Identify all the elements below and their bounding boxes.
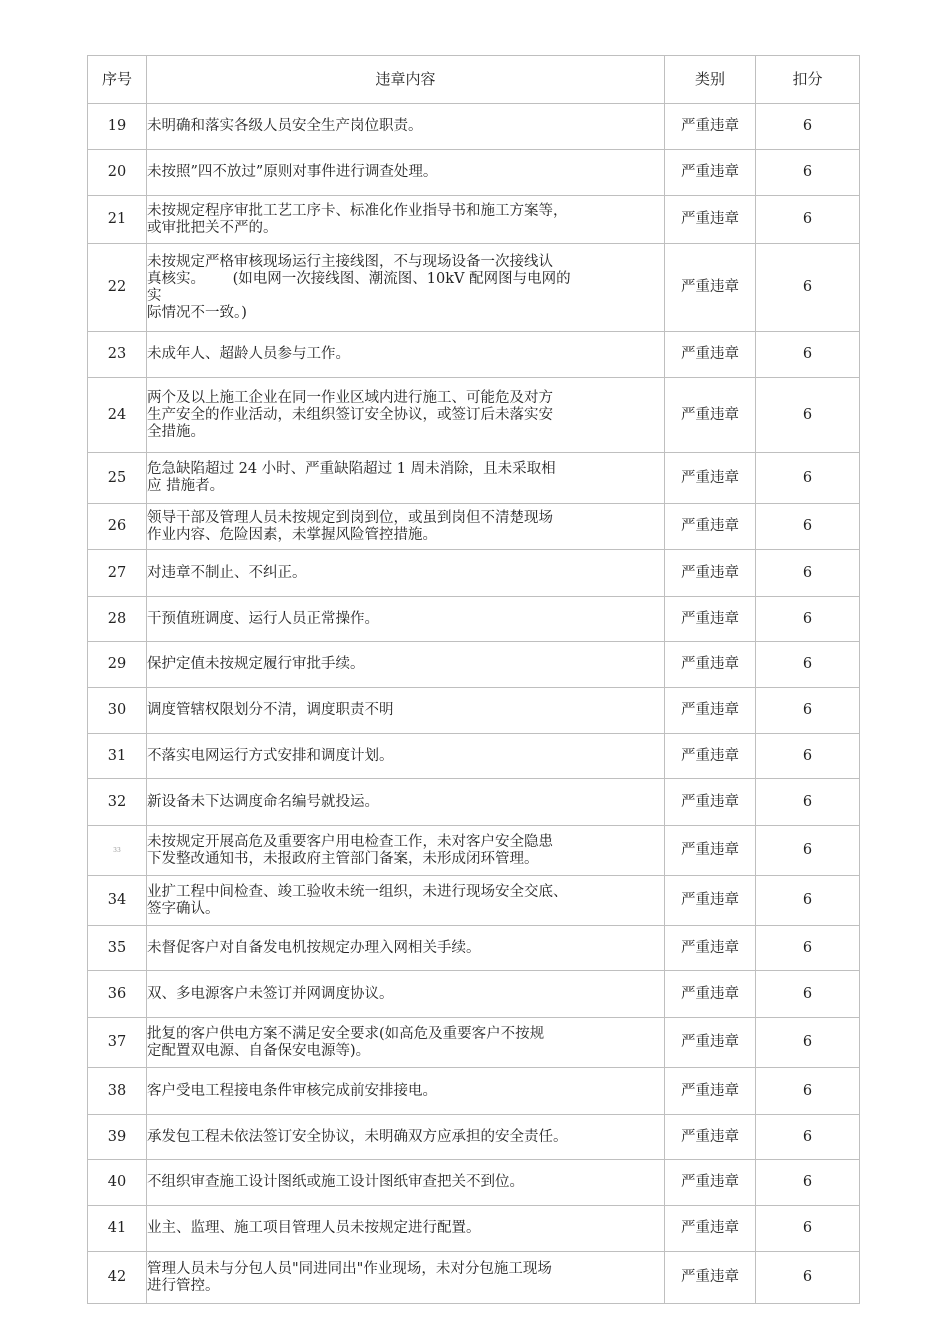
violation-category: 严重违章 bbox=[665, 971, 756, 1018]
violation-category: 严重违章 bbox=[665, 1160, 756, 1206]
content-line: 双、多电源客户未签订并网调度协议。 bbox=[147, 985, 394, 1002]
violation-category: 严重违章 bbox=[665, 597, 756, 642]
violation-category: 严重违章 bbox=[665, 244, 756, 332]
violation-category: 严重违章 bbox=[665, 104, 756, 150]
table-row bbox=[88, 971, 860, 1018]
row-number: 38 bbox=[88, 1068, 147, 1115]
content-line: 两个及以上施工企业在同一作业区域内进行施工、可能危及对方 bbox=[147, 389, 553, 406]
deduction-score: 6 bbox=[756, 1018, 860, 1068]
violation-category: 严重违章 bbox=[665, 779, 756, 826]
table-row bbox=[88, 734, 860, 779]
table-row bbox=[88, 378, 860, 453]
deduction-score: 6 bbox=[756, 1160, 860, 1206]
content-line: 管理人员未与分包人员"同进同出"作业现场，未对分包施工现场 bbox=[147, 1260, 552, 1277]
deduction-score: 6 bbox=[756, 642, 860, 688]
violation-category: 严重违章 bbox=[665, 378, 756, 453]
row-number: 37 bbox=[88, 1018, 147, 1068]
content-line: 未成年人、超龄人员参与工作。 bbox=[147, 346, 350, 362]
violation-category: 严重违章 bbox=[665, 734, 756, 779]
row-number: 40 bbox=[88, 1160, 147, 1206]
deduction-score: 6 bbox=[756, 1068, 860, 1115]
violation-category: 严重违章 bbox=[665, 1252, 756, 1304]
row-number: 39 bbox=[88, 1115, 147, 1160]
content-line: 未按照”四不放过”原则对事件进行调查处理。 bbox=[147, 164, 438, 180]
violations-table bbox=[87, 55, 860, 1304]
content-line: 新设备未下达调度命名编号就投运。 bbox=[147, 793, 379, 810]
content-line: 进行管控。 bbox=[147, 1277, 220, 1294]
violation-content bbox=[147, 876, 665, 926]
row-number: 34 bbox=[88, 876, 147, 926]
violation-content bbox=[147, 244, 665, 332]
violation-category: 严重违章 bbox=[665, 1068, 756, 1115]
violation-content bbox=[147, 688, 665, 734]
deduction-score: 6 bbox=[756, 332, 860, 378]
content-line: 生产安全的作业活动，未组织签订安全协议，或签订后未落实安 bbox=[147, 406, 553, 423]
table-row bbox=[88, 1115, 860, 1160]
row-number: 24 bbox=[88, 378, 147, 453]
violation-category: 严重违章 bbox=[665, 332, 756, 378]
violation-category: 严重违章 bbox=[665, 150, 756, 196]
table-row bbox=[88, 642, 860, 688]
table-body bbox=[88, 104, 860, 1304]
header-num: 序号 bbox=[88, 56, 147, 104]
content-line: 对违章不制止、不纠正。 bbox=[147, 564, 307, 581]
row-number: 28 bbox=[88, 597, 147, 642]
deduction-score: 6 bbox=[756, 926, 860, 971]
deduction-score: 6 bbox=[756, 104, 860, 150]
deduction-score: 6 bbox=[756, 504, 860, 550]
table-row bbox=[88, 244, 860, 332]
content-line: 干预值班调度、运行人员正常操作。 bbox=[147, 610, 379, 627]
content-line: 应 措施者。 bbox=[147, 478, 225, 494]
content-line: 调度管辖权限划分不清，调度职责不明 bbox=[147, 702, 394, 718]
violation-content bbox=[147, 826, 665, 876]
table-row bbox=[88, 453, 860, 504]
table-row bbox=[88, 597, 860, 642]
deduction-score: 6 bbox=[756, 196, 860, 244]
violation-category: 严重违章 bbox=[665, 196, 756, 244]
content-line: 签字确认。 bbox=[147, 900, 220, 917]
violation-content bbox=[147, 1018, 665, 1068]
content-line: 未按规定开展高危及重要客户用电检查工作，未对客户安全隐患 bbox=[147, 833, 553, 850]
content-line: 承发包工程未依法签订安全协议，未明确双方应承担的安全责任。 bbox=[147, 1128, 568, 1145]
header-content: 违章内容 bbox=[147, 56, 665, 104]
header-category: 类别 bbox=[665, 56, 756, 104]
table-row bbox=[88, 1160, 860, 1206]
table-row bbox=[88, 688, 860, 734]
table-row bbox=[88, 550, 860, 597]
content-line: 定配置双电源、自备保安电源等)。 bbox=[147, 1042, 371, 1059]
content-line: 未按规定严格审核现场运行主接线图，不与现场设备一次接线认 bbox=[147, 253, 553, 270]
row-number: 35 bbox=[88, 926, 147, 971]
row-number: 33 bbox=[88, 826, 147, 876]
violation-content bbox=[147, 926, 665, 971]
deduction-score: 6 bbox=[756, 1206, 860, 1252]
content-line: 业主、监理、施工项目管理人员未按规定进行配置。 bbox=[147, 1220, 481, 1236]
table-row bbox=[88, 150, 860, 196]
content-line: 未督促客户对自备发电机按规定办理入网相关手续。 bbox=[147, 939, 481, 956]
content-line: 全措施。 bbox=[147, 423, 205, 440]
row-number: 21 bbox=[88, 196, 147, 244]
content-line: 实 bbox=[147, 287, 162, 304]
content-line: 保护定值未按规定履行审批手续。 bbox=[147, 656, 365, 672]
table-row bbox=[88, 1252, 860, 1304]
content-line: 下发整改通知书，未报政府主管部门备案，未形成闭环管理。 bbox=[147, 850, 539, 867]
deduction-score: 6 bbox=[756, 1115, 860, 1160]
violation-category: 严重违章 bbox=[665, 1206, 756, 1252]
violation-category: 严重违章 bbox=[665, 1018, 756, 1068]
row-number: 26 bbox=[88, 504, 147, 550]
deduction-score: 6 bbox=[756, 1252, 860, 1304]
deduction-score: 6 bbox=[756, 971, 860, 1018]
violation-content bbox=[147, 550, 665, 597]
row-number: 23 bbox=[88, 332, 147, 378]
violation-category: 严重违章 bbox=[665, 1115, 756, 1160]
content-line: 或审批把关不严的。 bbox=[147, 219, 278, 236]
content-line: 领导干部及管理人员未按规定到岗到位，或虽到岗但不清楚现场 bbox=[147, 509, 553, 526]
deduction-score: 6 bbox=[756, 244, 860, 332]
violation-category: 严重违章 bbox=[665, 550, 756, 597]
row-number: 29 bbox=[88, 642, 147, 688]
content-line: 作业内容、危险因素，未掌握风险管控措施。 bbox=[147, 526, 437, 543]
deduction-score: 6 bbox=[756, 734, 860, 779]
deduction-score: 6 bbox=[756, 688, 860, 734]
violation-category: 严重违章 bbox=[665, 926, 756, 971]
row-number: 25 bbox=[88, 453, 147, 504]
violation-content bbox=[147, 104, 665, 150]
violation-content bbox=[147, 971, 665, 1018]
violation-content bbox=[147, 332, 665, 378]
content-line: 真核实。 (如电网一次接线图、潮流图、10kV 配网图与电网的 bbox=[147, 270, 571, 287]
violation-content bbox=[147, 196, 665, 244]
violation-category: 严重违章 bbox=[665, 688, 756, 734]
content-line: 不落实电网运行方式安排和调度计划。 bbox=[147, 747, 394, 764]
table-row bbox=[88, 1018, 860, 1068]
content-line: 危急缺陷超过 24 小时、严重缺陷超过 1 周未消除，且未采取相 bbox=[147, 461, 556, 477]
table-row bbox=[88, 504, 860, 550]
row-number: 42 bbox=[88, 1252, 147, 1304]
header-score: 扣分 bbox=[756, 56, 860, 104]
deduction-score: 6 bbox=[756, 826, 860, 876]
violation-content bbox=[147, 642, 665, 688]
violation-content bbox=[147, 150, 665, 196]
deduction-score: 6 bbox=[756, 378, 860, 453]
table-row bbox=[88, 332, 860, 378]
deduction-score: 6 bbox=[756, 150, 860, 196]
table-row bbox=[88, 104, 860, 150]
deduction-score: 6 bbox=[756, 453, 860, 504]
violation-content bbox=[147, 453, 665, 504]
violation-content bbox=[147, 779, 665, 826]
table-row bbox=[88, 1068, 860, 1115]
violation-content bbox=[147, 1206, 665, 1252]
row-number: 31 bbox=[88, 734, 147, 779]
row-number: 19 bbox=[88, 104, 147, 150]
row-number: 32 bbox=[88, 779, 147, 826]
violation-content bbox=[147, 1252, 665, 1304]
table-row bbox=[88, 1206, 860, 1252]
table-row bbox=[88, 196, 860, 244]
violation-content bbox=[147, 504, 665, 550]
content-line: 客户受电工程接电条件审核完成前安排接电。 bbox=[147, 1082, 437, 1099]
row-number: 30 bbox=[88, 688, 147, 734]
content-line: 不组织审查施工设计图纸或施工设计图纸审查把关不到位。 bbox=[147, 1174, 524, 1190]
violation-content bbox=[147, 378, 665, 453]
violation-category: 严重违章 bbox=[665, 826, 756, 876]
row-number: 20 bbox=[88, 150, 147, 196]
content-line: 未明确和落实各级人员安全生产岗位职责。 bbox=[147, 118, 423, 134]
row-number: 22 bbox=[88, 244, 147, 332]
row-number: 27 bbox=[88, 550, 147, 597]
violation-content bbox=[147, 734, 665, 779]
violation-content bbox=[147, 1160, 665, 1206]
deduction-score: 6 bbox=[756, 597, 860, 642]
table-row bbox=[88, 876, 860, 926]
content-line: 未按规定程序审批工艺工序卡、标准化作业指导书和施工方案等， bbox=[147, 202, 568, 219]
violation-category: 严重违章 bbox=[665, 642, 756, 688]
violation-content bbox=[147, 1115, 665, 1160]
violation-content bbox=[147, 1068, 665, 1115]
table-row bbox=[88, 826, 860, 876]
row-number: 36 bbox=[88, 971, 147, 1018]
table-header-row bbox=[88, 56, 860, 104]
violation-category: 严重违章 bbox=[665, 504, 756, 550]
violation-category: 严重违章 bbox=[665, 876, 756, 926]
content-line: 批复的客户供电方案不满足安全要求(如高危及重要客户不按规 bbox=[147, 1025, 545, 1042]
deduction-score: 6 bbox=[756, 779, 860, 826]
table-row bbox=[88, 926, 860, 971]
table-row bbox=[88, 779, 860, 826]
content-line: 业扩工程中间检查、竣工验收未统一组织，未进行现场安全交底、 bbox=[147, 883, 568, 900]
content-line: 际情况不一致。) bbox=[147, 304, 247, 321]
deduction-score: 6 bbox=[756, 876, 860, 926]
violation-category: 严重违章 bbox=[665, 453, 756, 504]
row-number: 41 bbox=[88, 1206, 147, 1252]
deduction-score: 6 bbox=[756, 550, 860, 597]
violation-content bbox=[147, 597, 665, 642]
